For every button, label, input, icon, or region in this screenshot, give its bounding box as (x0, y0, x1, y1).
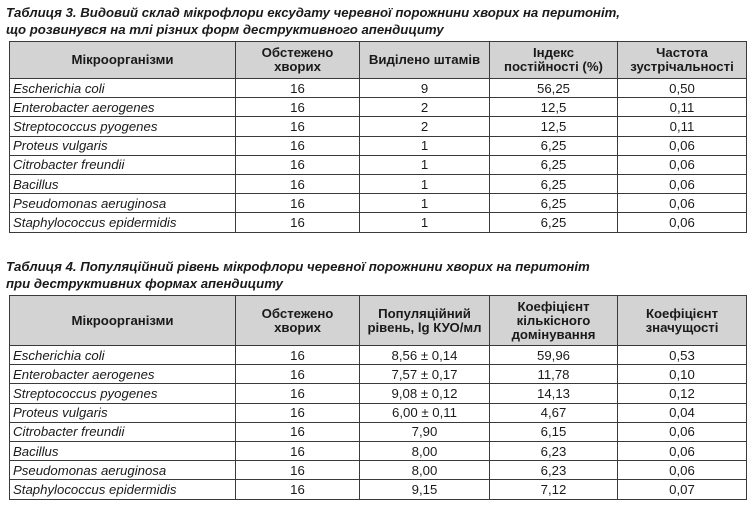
microorganism-name: Staphylococcus epidermidis (10, 213, 236, 232)
table-cell: 1 (360, 174, 490, 193)
table4-header-text: кількісного (516, 312, 591, 328)
table-cell: 16 (236, 346, 360, 365)
microorganism-name: Staphylococcus epidermidis (10, 480, 236, 499)
table-cell: 0,06 (618, 422, 747, 441)
table-row (10, 441, 747, 460)
table3-header-cell (618, 42, 747, 79)
table-cell: 1 (360, 155, 490, 174)
table-cell: 16 (236, 461, 360, 480)
table3-caption-line: що розвинувся на тлі різних форм деструктивного апендициту (6, 22, 444, 37)
table3-header-text: зустрічальності (630, 59, 734, 74)
table-cell: 0,53 (618, 346, 747, 365)
table-cell: 14,13 (490, 384, 618, 403)
table4-body (10, 346, 747, 500)
table-cell: 12,5 (490, 117, 618, 136)
table-cell: 1 (360, 136, 490, 155)
table3-header-cell (360, 42, 490, 79)
table-cell: 0,11 (618, 98, 747, 117)
table4-header-row (10, 296, 747, 346)
table-row (10, 136, 747, 155)
table3-header-cell (236, 42, 360, 79)
table-cell: 0,04 (618, 403, 747, 422)
table-row (10, 346, 747, 365)
table4-header-cell (490, 296, 618, 346)
table-cell: 16 (236, 98, 360, 117)
table-cell: 9,08 ± 0,12 (360, 384, 490, 403)
table4-header-cell (236, 296, 360, 346)
table4-caption-line: Таблиця 4. Популяційний рівень мікрофлори черевної порожнини хворих на перитоніт (6, 259, 590, 274)
table3-caption-line: Таблиця 3. Видовий склад мікрофлори ексудату черевної порожнини хворих на перитоніт, (6, 5, 620, 20)
table-cell: 16 (236, 422, 360, 441)
table-cell: 6,25 (490, 136, 618, 155)
table-cell: 0,12 (618, 384, 747, 403)
table-row (10, 403, 747, 422)
microorganism-name: Streptococcus pyogenes (10, 117, 236, 136)
table-cell: 1 (360, 194, 490, 213)
table-cell: 11,78 (490, 365, 618, 384)
table4-header-text: Мікроорганізми (71, 312, 174, 328)
table3-header-text: Обстежено (261, 45, 334, 60)
table4-header-text: Обстежено (261, 305, 334, 321)
table4-caption (6, 258, 590, 292)
table-cell: 16 (236, 213, 360, 232)
table-cell: 7,57 ± 0,17 (360, 365, 490, 384)
table-cell: 0,06 (618, 136, 747, 155)
microorganism-name: Streptococcus pyogenes (10, 384, 236, 403)
table-cell: 6,25 (490, 213, 618, 232)
table-cell: 6,25 (490, 194, 618, 213)
table-cell: 16 (236, 117, 360, 136)
table-row (10, 155, 747, 174)
table-cell: 16 (236, 79, 360, 98)
table-row (10, 365, 747, 384)
table-cell: 6,23 (490, 461, 618, 480)
table3-header-cell (490, 42, 618, 79)
table-row (10, 117, 747, 136)
table-row (10, 194, 747, 213)
table3-header-text: Частота (656, 45, 708, 60)
table-cell: 0,50 (618, 79, 747, 98)
microorganism-name: Citrobacter freundii (10, 422, 236, 441)
table-row (10, 384, 747, 403)
table-cell: 0,10 (618, 365, 747, 384)
table3-header-text: Виділено штамів (368, 52, 481, 67)
table-cell: 6,23 (490, 441, 618, 460)
table-cell: 6,00 ± 0,11 (360, 403, 490, 422)
table-cell: 4,67 (490, 403, 618, 422)
table4-header-text: Коефіцієнт (517, 298, 590, 314)
table-cell: 6,25 (490, 174, 618, 193)
table-cell: 16 (236, 155, 360, 174)
table3-caption (6, 4, 620, 38)
table3-header-text: Індекс (532, 45, 575, 60)
microorganism-name: Citrobacter freundii (10, 155, 236, 174)
table-cell: 6,15 (490, 422, 618, 441)
table-cell: 0,06 (618, 174, 747, 193)
table4-header-text: Популяційний (378, 305, 471, 321)
table-cell: 8,00 (360, 441, 490, 460)
table-row (10, 480, 747, 499)
table4-header-cell (360, 296, 490, 346)
table-cell: 0,07 (618, 480, 747, 499)
table3-header-text: хворих (274, 59, 321, 74)
table3-header-row (10, 42, 747, 79)
table-cell: 2 (360, 98, 490, 117)
table4-header-cell (618, 296, 747, 346)
table-cell: 0,06 (618, 461, 747, 480)
microorganism-name: Bacillus (10, 441, 236, 460)
table-cell: 2 (360, 117, 490, 136)
table-cell: 0,06 (618, 155, 747, 174)
table-cell: 0,06 (618, 441, 747, 460)
microorganism-name: Escherichia coli (10, 79, 236, 98)
table-cell: 8,56 ± 0,14 (360, 346, 490, 365)
table4-header-text: рівень, lg КУО/мл (367, 319, 482, 335)
table3-header-text: постійності (%) (504, 59, 603, 74)
microorganism-name: Pseudomonas aeruginosa (10, 194, 236, 213)
table-row (10, 461, 747, 480)
table4-header-text: Коефіцієнт (645, 305, 719, 321)
table4-header-text: домінування (511, 326, 596, 342)
microorganism-name: Pseudomonas aeruginosa (10, 461, 236, 480)
table-cell: 16 (236, 403, 360, 422)
table3-header-cell (10, 42, 236, 79)
table-cell: 7,12 (490, 480, 618, 499)
table-cell: 7,90 (360, 422, 490, 441)
table-cell: 0,11 (618, 117, 747, 136)
table-cell: 16 (236, 441, 360, 460)
table3-header-text: Мікроорганізми (71, 52, 174, 67)
table-cell: 6,25 (490, 155, 618, 174)
table3 (9, 41, 747, 233)
microorganism-name: Escherichia coli (10, 346, 236, 365)
table4-caption-line: при деструктивних формах апендициту (6, 276, 283, 291)
table-cell: 56,25 (490, 79, 618, 98)
table-cell: 16 (236, 384, 360, 403)
table-cell: 59,96 (490, 346, 618, 365)
microorganism-name: Proteus vulgaris (10, 403, 236, 422)
table-cell: 1 (360, 213, 490, 232)
table-cell: 16 (236, 365, 360, 384)
table-cell: 8,00 (360, 461, 490, 480)
table4-header-text: значущості (645, 319, 719, 335)
microorganism-name: Enterobacter aerogenes (10, 98, 236, 117)
table4-header-text: хворих (274, 319, 321, 335)
table-cell: 16 (236, 174, 360, 193)
table-cell: 16 (236, 480, 360, 499)
table-cell: 16 (236, 194, 360, 213)
table-cell: 12,5 (490, 98, 618, 117)
table-row (10, 422, 747, 441)
table-cell: 16 (236, 136, 360, 155)
table-row (10, 79, 747, 98)
table-row (10, 213, 747, 232)
table3-body (10, 79, 747, 233)
table4-header-cell (10, 296, 236, 346)
table-cell: 9 (360, 79, 490, 98)
table-cell: 0,06 (618, 194, 747, 213)
microorganism-name: Enterobacter aerogenes (10, 365, 236, 384)
microorganism-name: Proteus vulgaris (10, 136, 236, 155)
table4 (9, 295, 747, 500)
table-cell: 9,15 (360, 480, 490, 499)
table-row (10, 98, 747, 117)
microorganism-name: Bacillus (10, 174, 236, 193)
table-cell: 0,06 (618, 213, 747, 232)
table-row (10, 174, 747, 193)
